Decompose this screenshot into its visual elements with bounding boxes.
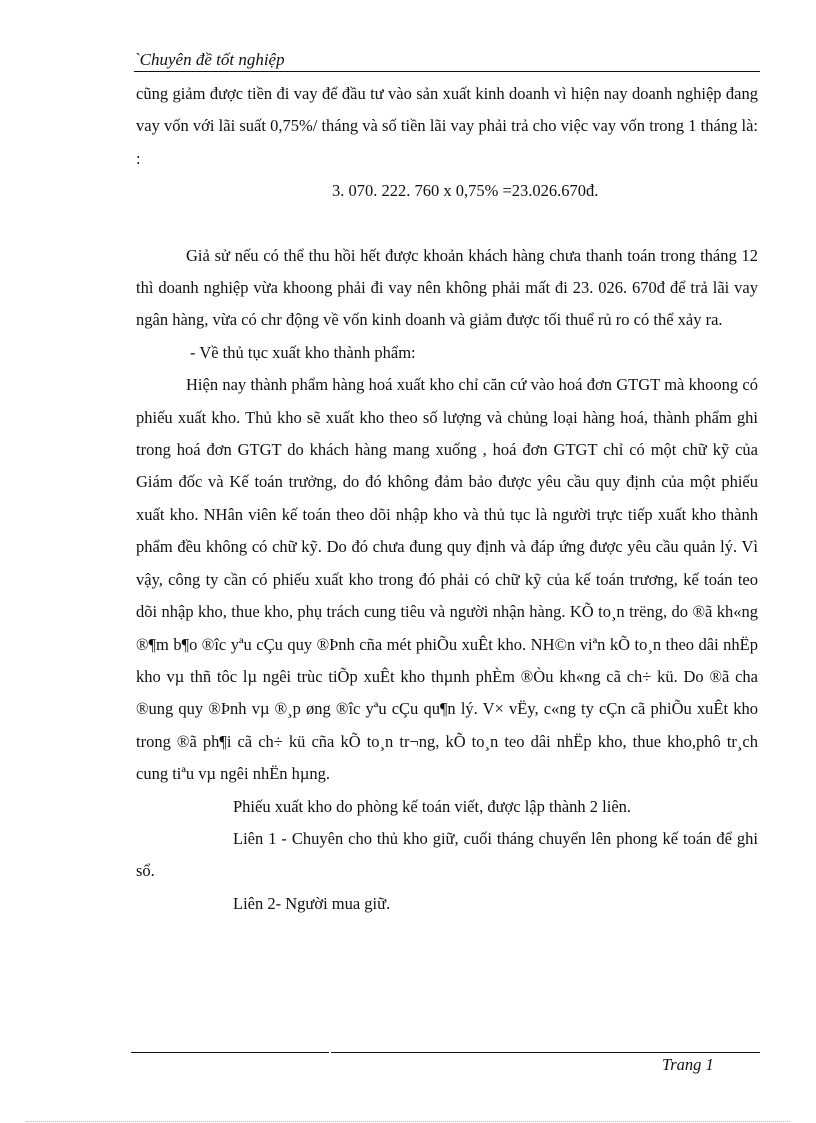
page-number: Trang 1 [662, 1055, 714, 1074]
document-body [136, 78, 758, 920]
paragraph-receivables: Giả sử nếu có thể thu hồi hết được khoản khách hàng chưa thanh toán trong tháng 12 thì doanh nghiệp vừa khoong phải đi vay nên không phải mất đi 23. 026. 670đ để trả lãi vay ngân hàng, vừa có chr động về vốn kinh doanh và giảm được tối thuể rủ ro có thể xảy ra. [136, 245, 758, 330]
blank-line [136, 208, 758, 240]
paragraph-export-slip: Phiếu xuất kho do phòng kế toán viết, được lập thành 2 liên. [233, 796, 632, 816]
page-header-title: `Chuyên đề tốt nghiệp [134, 50, 285, 69]
page-edge-divider [26, 1121, 790, 1122]
footer-divider-left [131, 1052, 329, 1053]
paragraph-export-procedure: Hiện nay thành phẩm hàng hoá xuất kho chỉ căn cứ vào hoá đơn GTGT mà khoong có phiếu xuất kho. Thủ kho sẽ xuất kho theo số lượng và chủng loại hàng hoá, thành phẩm ghi trong hoá đơn GTGT do khách hàng mang xuống , hoá đơn GTGT chỉ có một chữ kỹ của Giám đốc và Kế toán trưởng, do đó không đảm bảo được yêu cầu quy định của một phiếu xuất kho. NHân viên kế toán theo dõi nhập kho và thủ tục là người trực tiếp xuất kho thành phẩm đều không có chữ kỹ. Do đó chưa đung quy định và đáp ứng được yêu cầu quản lý. Vì vậy, công ty cần có phiếu xuất kho trong đó phải có chữ kỹ của kế toán trương, kế toán teo dõi nhập kho, thue kho, phụ trách cung tiêu và người nhận hàng. KÕ to¸n trëng, do ®ã kh«ng ®¶m b¶o ®îc yªu cÇu quy ®Þnh cña mét phiÕu xuÊt kho. NH©n viªn kÕ to¸n theo dâi nhËp kho vµ thñ tôc lµ ngêi trùc tiÕp xuÊt kho thµnh phÈm ®Òu kh«ng cã ch÷ kü. Do ®ã cha ®ung quy ®Þnh vµ ®¸p øng ®îc yªu cÇu qu¶n lý. V× vËy, c«ng ty cÇn cã phiÕu xuÊt kho trong ®ã ph¶i cã ch÷ kü cña kÕ to¸n tr¬ng, kÕ to¸n teo dâi nhËp kho, thue kho,phô tr¸ch cung tiªu vµ ngêi nhËn hµng. [136, 375, 758, 784]
paragraph-copy-2: Liên 2- Người mua giữ. [233, 893, 391, 913]
paragraph-loan-interest: cũng giảm được tiền đi vay để đầu tư vào sản xuất kinh doanh vì hiện nay doanh nghiệp đang vay vốn với lãi suất 0,75%/ tháng và số tiền lãi vay phải trả cho việc vay vốn trong 1 tháng là: : [136, 84, 758, 168]
interest-formula: 3. 070. 222. 760 x 0,75% =23.026.670đ. [332, 181, 599, 201]
footer-divider-right [331, 1052, 760, 1053]
paragraph-copy-1: Liên 1 - Chuyên cho thủ kho giữ, cuối tháng chuyển lên phong kế toán để ghi sổ. [136, 828, 758, 881]
subheading-export-procedure: - Về thủ tục xuất kho thành phẩm: [190, 342, 416, 362]
header-divider [134, 71, 760, 72]
